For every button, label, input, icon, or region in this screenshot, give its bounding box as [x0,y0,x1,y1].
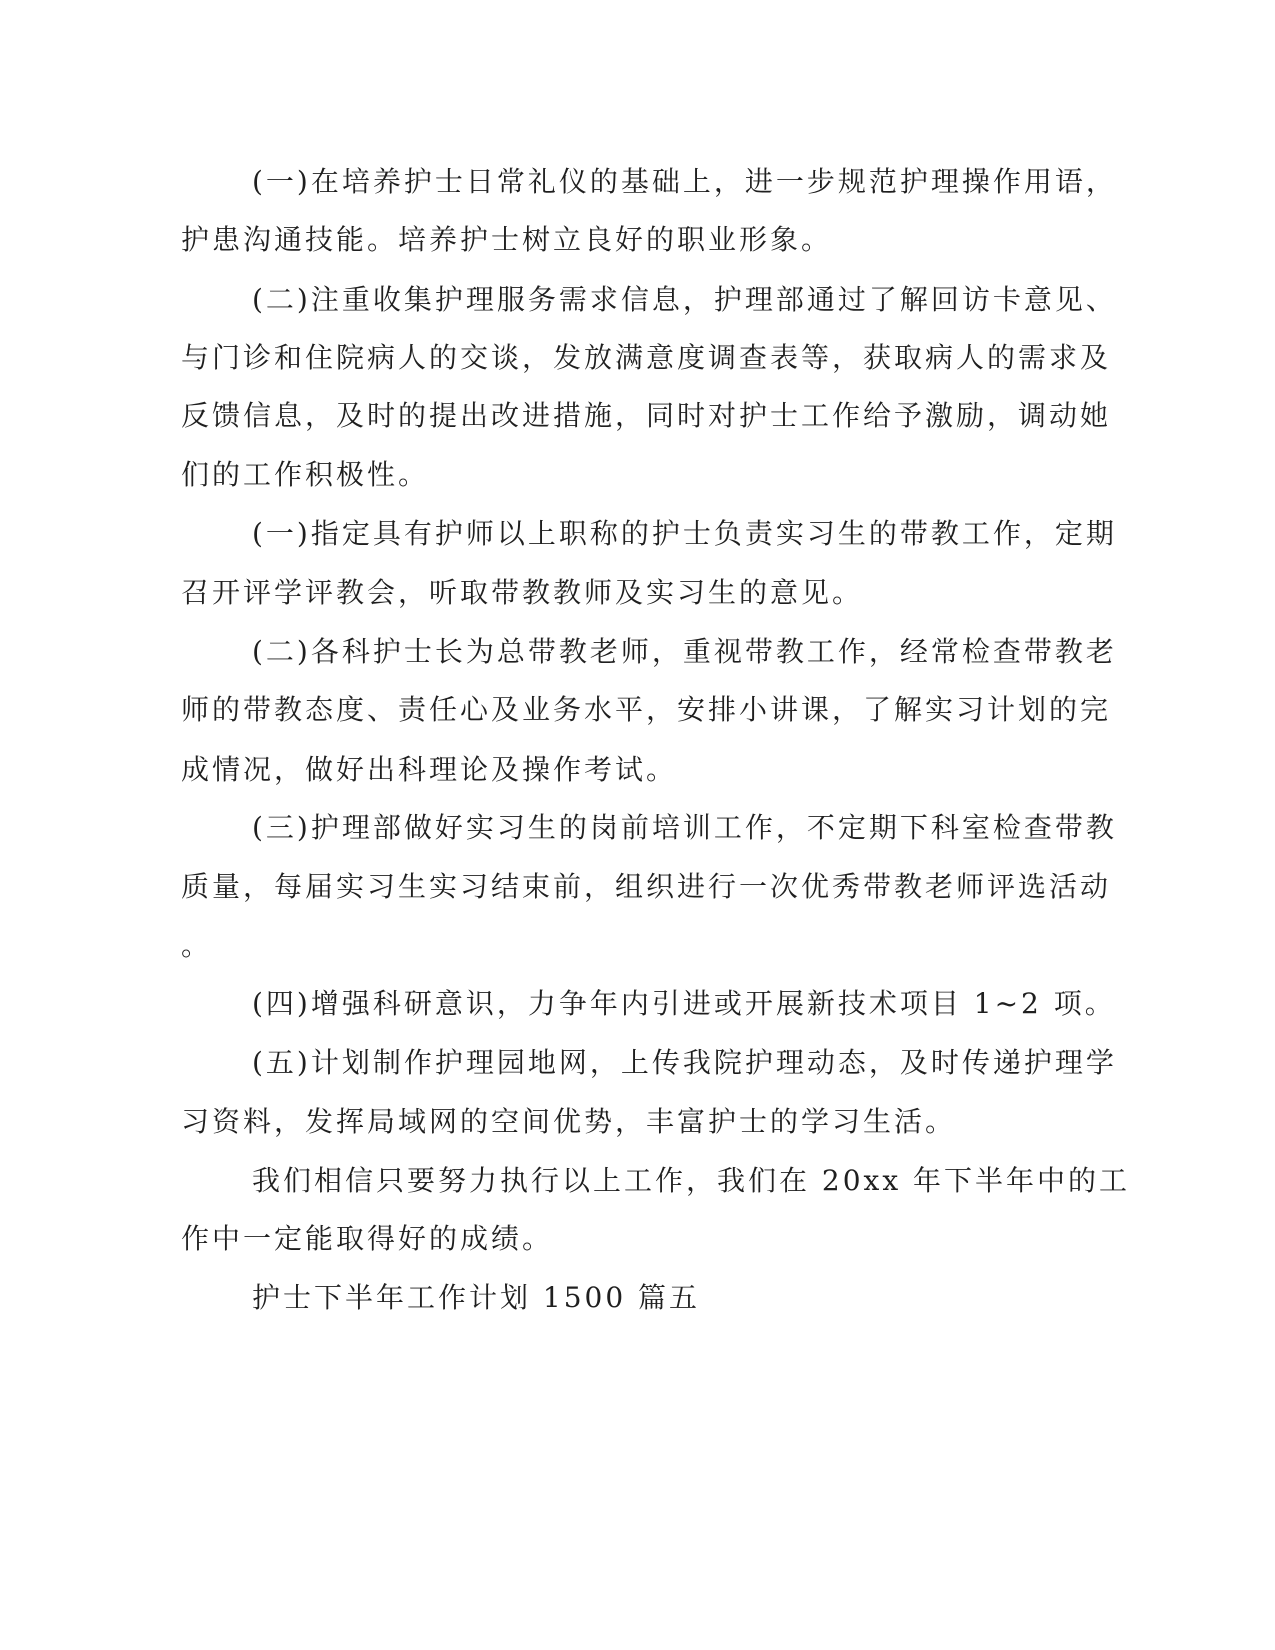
text-line: (四)增强科研意识，力争年内引进或开展新技术项目 1~2 项。 [252,987,1116,1020]
text-line: (一)指定具有护师以上职称的护士负责实习生的带教工作，定期 [252,517,1117,550]
text-line: (三)护理部做好实习生的岗前培训工作，不定期下科室检查带教 [252,811,1117,844]
text-line: 作中一定能取得好的成绩。 [181,1222,554,1255]
text-line: 。 [181,929,213,962]
text-line: 质量，每届实习生实习结束前，组织进行一次优秀带教老师评选活动 [181,870,1112,903]
text-line: 召开评学评教会，听取带教教师及实习生的意见。 [181,576,864,609]
text-line: (五)计划制作护理园地网，上传我院护理动态，及时传递护理学 [252,1046,1117,1079]
text-line: (一)在培养护士日常礼仪的基础上，进一步规范护理操作用语， [252,165,1117,198]
text-line: 们的工作积极性。 [181,458,430,491]
text-line: 师的带教态度、责任心及业务水平，安排小讲课，了解实习计划的完 [181,693,1112,726]
text-line: (二)各科护士长为总带教老师，重视带教工作，经常检查带教老 [252,635,1117,668]
text-line: 护士下半年工作计划 1500 篇五 [252,1281,701,1314]
text-line: 习资料，发挥局域网的空间优势，丰富护士的学习生活。 [181,1105,957,1138]
text-line: 与门诊和住院病人的交谈，发放满意度调查表等，获取病人的需求及 [181,341,1112,374]
text-line: (二)注重收集护理服务需求信息，护理部通过了解回访卡意见、 [252,283,1117,316]
text-line: 反馈信息，及时的提出改进措施，同时对护士工作给予激励，调动她 [181,399,1112,432]
text-line: 护患沟通技能。培养护士树立良好的职业形象。 [181,223,833,256]
text-line: 成情况，做好出科理论及操作考试。 [181,753,678,786]
text-line: 我们相信只要努力执行以上工作，我们在 20xx 年下半年中的工 [252,1164,1131,1197]
